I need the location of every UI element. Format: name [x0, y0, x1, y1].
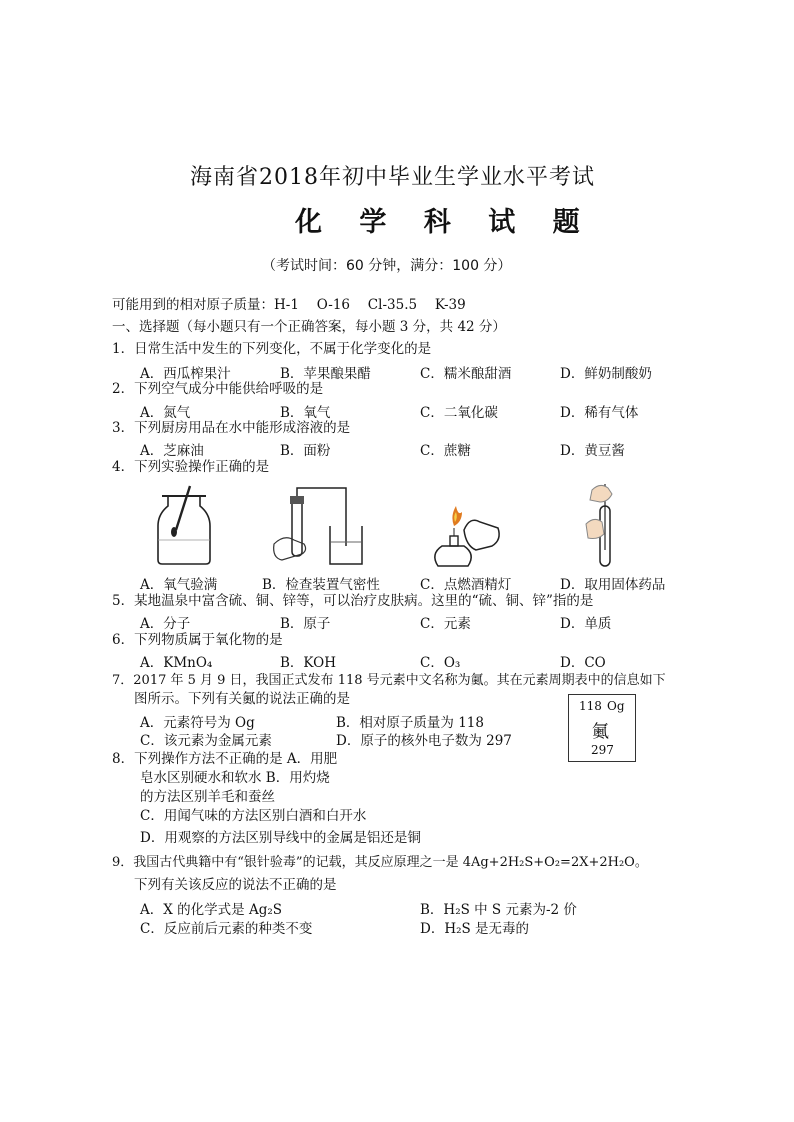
question-7-stem-line1: 7．2017 年 5 月 9 日，我国正式发布 118 号元素中文名称为鿫。其在元素周期表中的信息如下	[112, 673, 666, 688]
question-8-line3: 的方法区别羊毛和蚕丝	[140, 789, 275, 805]
question-9-option-c: C．反应前后元素的种类不变	[140, 921, 313, 937]
question-3-stem: 3．下列厨房用品在水中能形成溶液的是	[112, 420, 351, 436]
element-name: 鿫	[592, 722, 609, 742]
subject-title: 化 学 科 试 题	[295, 207, 594, 238]
question-1-option-c: C．糯米酿甜酒	[420, 366, 512, 382]
question-5-stem: 5．某地温泉中富含硫、铜、锌等，可以治疗皮肤病。这里的“硫、铜、锌”指的是	[112, 593, 594, 609]
question-5-option-d: D．单质	[560, 616, 612, 632]
question-2-stem: 2．下列空气成分中能供给呼吸的是	[112, 381, 324, 397]
question-6-option-c: C．O₃	[420, 655, 461, 671]
element-symbol: Og	[607, 699, 625, 713]
question-8-line4: C．用闻气味的方法区别白酒和白开水	[140, 808, 367, 824]
element-number: 118	[579, 699, 602, 713]
question-6-stem: 6．下列物质属于氧化物的是	[112, 632, 283, 648]
question-5-option-c: C．元素	[420, 616, 471, 632]
element-mass: 297	[591, 743, 614, 757]
question-9-option-b: B．H₂S 中 S 元素为-2 价	[420, 902, 577, 918]
question-3-option-a: A．芝麻油	[140, 443, 204, 459]
question-8-line1: 8．下列操作方法不正确的是 A．用肥	[112, 751, 338, 767]
question-1-stem: 1．日常生活中发生的下列变化，不属于化学变化的是	[112, 341, 432, 357]
question-1-option-a: A．西瓜榨果汁	[140, 366, 231, 382]
question-2-option-a: A．氮气	[140, 405, 191, 421]
question-2-option-b: B．氧气	[280, 405, 331, 421]
question-2-option-d: D．稀有气体	[560, 405, 639, 421]
atomic-masses: 可能用到的相对原子质量：H-1 O-16 Cl-35.5 K-39	[112, 297, 466, 313]
question-7-option-b: B．相对原子质量为 118	[336, 715, 484, 731]
question-9-stem-line2: 下列有关该反应的说法不正确的是	[134, 877, 337, 893]
question-3-option-d: D．黄豆酱	[560, 443, 625, 459]
figure-lighting-lamp	[420, 488, 510, 572]
question-6-option-d: D．CO	[560, 655, 606, 671]
question-4-stem: 4．下列实验操作正确的是	[112, 459, 270, 475]
question-9-option-a: A．X 的化学式是 Ag₂S	[140, 902, 282, 918]
question-3-option-c: C．蔗糖	[420, 443, 471, 459]
question-8-line5: D．用观察的方法区别导线中的金属是铝还是铜	[140, 830, 421, 846]
element-card	[568, 694, 636, 762]
question-6-option-b: B．KOH	[280, 655, 336, 671]
question-1-option-b: B．苹果酿果醋	[280, 366, 371, 382]
question-3-option-b: B．面粉	[280, 443, 331, 459]
question-7-option-d: D．原子的核外电子数为 297	[336, 733, 512, 749]
question-5-option-a: A．分子	[140, 616, 191, 632]
figure-airtightness-check	[268, 486, 368, 570]
question-7-stem-line2: 图所示。下列有关鿫的说法正确的是	[134, 691, 350, 707]
question-4-option-b: B．检查装置气密性	[262, 577, 380, 593]
exam-title: 海南省2018年初中毕业生学业水平考试	[190, 165, 595, 190]
figure-oxygen-test	[150, 484, 220, 566]
question-1-option-d: D．鲜奶制酸奶	[560, 366, 652, 382]
question-9-stem-line1: 9．我国古代典籍中有“银针验毒”的记载，其反应原理之一是 4Ag+2H₂S+O₂=2X+2H₂O。	[112, 855, 648, 870]
question-4-option-c: C．点燃酒精灯	[420, 577, 512, 593]
question-2-option-c: C．二氧化碳	[420, 405, 498, 421]
question-7-option-c: C．该元素为金属元素	[140, 733, 272, 749]
question-4-option-d: D．取用固体药品	[560, 577, 666, 593]
question-7-option-a: A．元素符号为 Og	[140, 715, 255, 731]
time-note: （考试时间：60 分钟，满分：100 分）	[262, 258, 512, 274]
section-heading: 一、选择题（每小题只有一个正确答案，每小题 3 分，共 42 分）	[112, 319, 506, 335]
question-9-option-d: D．H₂S 是无毒的	[420, 921, 530, 937]
figure-solid-reagent	[578, 480, 628, 570]
question-8-line2: 皂水区别硬水和软水 B．用灼烧	[140, 770, 330, 786]
question-6-option-a: A．KMnO₄	[140, 655, 213, 671]
question-5-option-b: B．原子	[280, 616, 331, 632]
question-4-option-a: A．氧气验满	[140, 577, 218, 593]
